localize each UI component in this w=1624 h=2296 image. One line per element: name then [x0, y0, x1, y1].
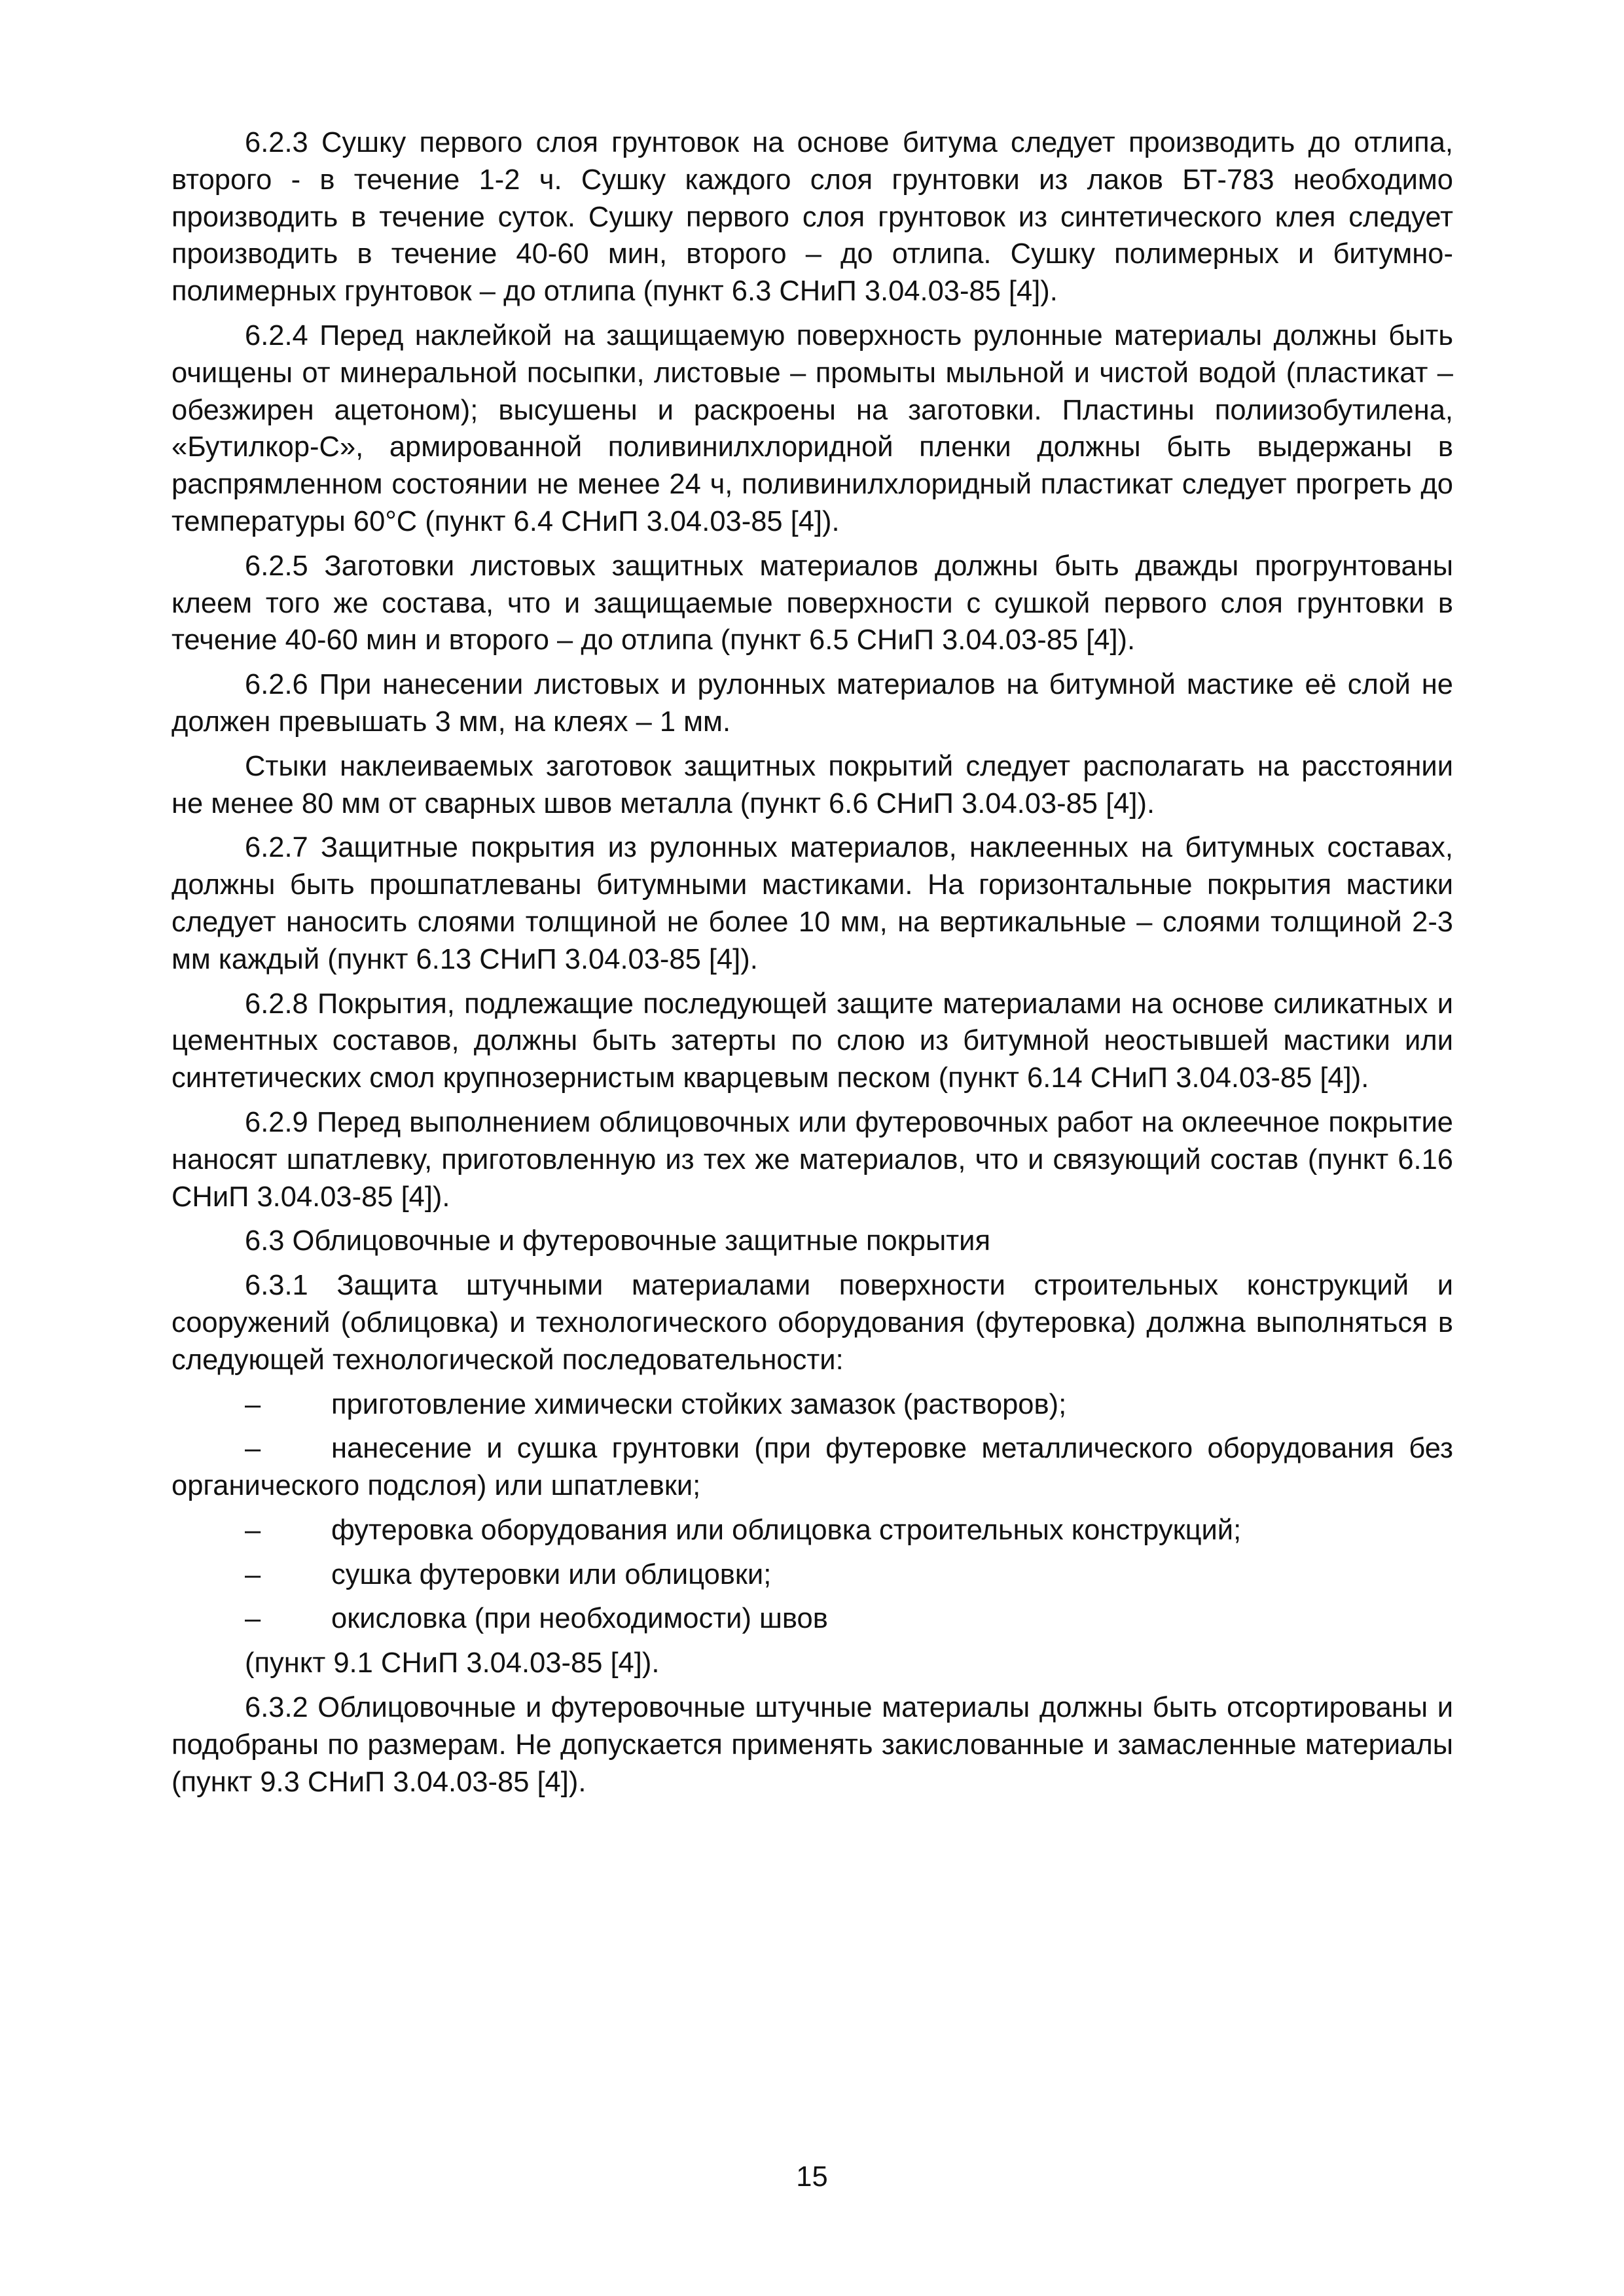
list-item-text: окисловка (при необходимости) швов — [331, 1603, 828, 1635]
dash-bullet: – — [245, 1514, 261, 1546]
paragraph-6-2-6: 6.2.6 При нанесении листовых и рулонных материалов на битумной мастике её слой не должен превышать 3 мм, на клеях – 1 мм. — [171, 669, 1453, 738]
paragraph-6-3-2: 6.3.2 Облицовочные и футеровочные штучные материалы должны быть отсортированы и подобраны по размерам. Не допускается применять закислованные и замасленные материалы (пункт 9.3 СНиП 3.04.03-85 [4]). — [171, 1692, 1453, 1798]
list-item-text: приготовление химически стойких замазок (растворов); — [331, 1388, 1067, 1420]
paragraph-6-2-7: 6.2.7 Защитные покрытия из рулонных материалов, наклеенных на битумных составах, должны быть прошпатлеваны битумными мастиками. На горизонтальные покрытия мастики следует наносить слоями толщиной не более 10 мм, на вертикальные – слоями толщиной 2-3 мм каждый (пункт 6.13 СНиП 3.04.03-85 [4]). — [171, 832, 1453, 975]
dash-bullet: – — [245, 1433, 261, 1465]
paragraph-6-2-5: 6.2.5 Заготовки листовых защитных материалов должны быть дважды прогрунтованы клеем того же состава, что и защищаемые поверхности с сушкой первого слоя грунтовки в течение 40-60 мин и второго – до отлипа (пункт 6.5 СНиП 3.04.03-85 [4]). — [171, 550, 1453, 656]
dash-bullet: – — [245, 1558, 261, 1590]
list-item — [171, 1430, 1453, 1505]
page-number: 15 — [796, 2161, 828, 2193]
list-item — [171, 1600, 1453, 1638]
page-body — [171, 124, 1453, 1808]
sequence-list — [171, 1386, 1453, 1638]
list-item — [171, 1386, 1453, 1424]
list-item-text: футеровка оборудования или облицовка строительных конструкций; — [331, 1514, 1242, 1546]
paragraph-6-2-8: 6.2.8 Покрытия, подлежащие последующей защите материалами на основе силикатных и цементных составов, должны быть затерты по слою из битумной неостывшей мастики или синтетических смол крупнозернистым кварцевым песком (пункт 6.14 СНиП 3.04.03-85 [4]). — [171, 988, 1453, 1094]
list-item — [171, 1556, 1453, 1594]
dash-bullet: – — [245, 1388, 261, 1420]
list-item-text: сушка футеровки или облицовки; — [331, 1558, 772, 1590]
paragraph-joints: Стыки наклеиваемых заготовок защитных покрытий следует располагать на расстоянии не менее 80 мм от сварных швов металла (пункт 6.6 СНиП 3.04.03-85 [4]). — [171, 750, 1453, 819]
paragraph-6-3-1: 6.3.1 Защита штучными материалами поверхности строительных конструкций и сооружений (облицовка) и технологического оборудования (футеровка) должна выполняться в следующей технологической последовательности: — [171, 1270, 1453, 1376]
paragraph-6-2-3: 6.2.3 Сушку первого слоя грунтовок на основе битума следует производить до отлипа, второго - в течение 1-2 ч. Сушку каждого слоя грунтовки из лаков БТ-783 необходимо производить в течение суток. Сушку первого слоя грунтовок из синтетического клея следует производить в течение 40-60 мин, второго – до отлипа. Сушку полимерных и битумно-полимерных грунтовок – до отлипа (пункт 6.3 СНиП 3.04.03-85 [4]). — [171, 127, 1453, 308]
dash-bullet: – — [245, 1603, 261, 1635]
list-item — [171, 1512, 1453, 1549]
paragraph-6-2-9: 6.2.9 Перед выполнением облицовочных или футеровочных работ на оклеечное покрытие наносят шпатлевку, приготовленную из тех же материалов, что и связующий состав (пункт 6.16 СНиП 3.04.03-85 [4]). — [171, 1106, 1453, 1213]
list-item-text: нанесение и сушка грунтовки (при футеровке металлического оборудования без органического подслоя) или шпатлевки; — [171, 1433, 1453, 1502]
list-reference: (пункт 9.1 СНиП 3.04.03-85 [4]). — [245, 1647, 660, 1679]
section-heading-6-3: 6.3 Облицовочные и футеровочные защитные покрытия — [245, 1225, 991, 1257]
paragraph-6-2-4: 6.2.4 Перед наклейкой на защищаемую поверхность рулонные материалы должны быть очищены от минеральной посыпки, листовые – промыты мыльной и чистой водой (пластикат – обезжирен ацетоном); высушены и раскроены на заготовки. Пластины полиизобутилена, «Бутилкор-С», армированной поливинилхлоридной пленки должны быть выдержаны в распрямленном состоянии не менее 24 ч, поливинилхлоридный пластикат следует прогреть до температуры 60°С (пункт 6.4 СНиП 3.04.03-85 [4]). — [171, 319, 1453, 537]
